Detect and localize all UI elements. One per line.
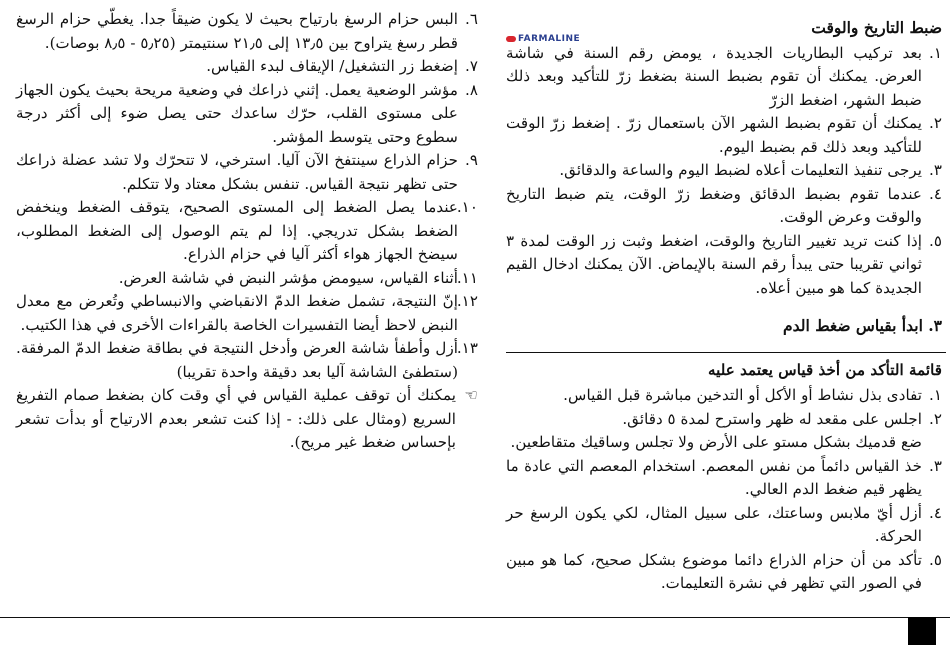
item-text: أزل أيّ ملابس وساعتك، على سبيل المثال، لكي يكون الرسغ حر الحركة. <box>506 503 922 545</box>
item-text: بعد تركيب البطاريات الجديدة ، يومض رقم السنة في شاشة العرض. يمكنك أن تقوم بضبط السنة بضغط زرّ للتأكيد وبعد ذلك ضبط الشهر، اضغط الزرّ <box>506 43 922 109</box>
checklist-list <box>506 384 942 596</box>
section1-list <box>506 42 942 301</box>
list-item <box>506 230 942 301</box>
item-number: ٢. <box>929 409 942 428</box>
item-text: البس حزام الرسغ بارتياح بحيث لا يكون ضيقاً جدا. يغطّي حزام الرسغ قطر رسغ يتراوح بين ١٣٫٥ إلى ٢١٫٥ سنتيمتر (٥٫٢٥ - ٨٫٥ بوصات). <box>16 10 458 52</box>
item-text: يمكنك أن تقوم بضبط الشهر الآن باستعمال زرّ . إضغط زرّ الوقت للتأكيد وبعد ذلك قم بضبط اليوم. <box>506 114 922 156</box>
item-number: ٥. <box>929 231 942 250</box>
item-number: ٣. <box>929 161 942 179</box>
item-text: خذ القياس دائماً من نفس المعصم. استخدام المعصم التي عادة ما يظهر قيم ضغط الدم العالي. <box>506 456 922 498</box>
item-text: عندما يصل الضغط إلى المستوى الصحيح، يتوقف الضغط وينخفض الضغط بشكل تدريجي. إذا لم يتم الوصول إلى الضغط المطلوب، سيضخ الجهاز هواء أكثر آليا في حزام الذراع. <box>16 198 458 263</box>
item-number: ٩. <box>465 151 478 169</box>
note-text: يمكنك أن توقف عملية القياس في أي وقت كان بضغط صمام التفريغ السريع (ومثال على ذلك: - إذا كنت تشعر بعدم الارتياح أو بدأت تشعر بإحساس ضغط غير مريح). <box>16 386 456 451</box>
checklist-title: قائمة التأكد من أخذ قياس يعتمد عليه <box>707 360 942 379</box>
item-text: يرجى تنفيذ التعليمات أعلاه لضبط اليوم والساعة والدقائق. <box>559 161 922 179</box>
item-text: حزام الذراع سينتفخ الآن آليا. استرخي، لا تتحرّك ولا تشد عضلة ذراعك حتى تظهر نتيجة القياس. تنفس بشكل معتاد ولا تتكلم. <box>16 151 458 193</box>
item-number: ٨. <box>465 80 478 99</box>
list-item <box>506 183 942 230</box>
list-item <box>16 290 478 337</box>
list-item <box>16 79 478 150</box>
item-number: ١٠. <box>456 198 478 216</box>
logo-text: FARMALINE <box>518 34 581 44</box>
item-text: عندما تقوم بضبط الدقائق وضغط زرّ الوقت، يتم ضبط التاريخ والوقت وعرض الوقت. <box>506 184 922 226</box>
item-number: ٣. <box>929 456 942 475</box>
list-item <box>16 337 478 384</box>
item-number: ٢. <box>929 114 942 132</box>
item-number: ١٢. <box>456 292 478 310</box>
list-item <box>16 196 478 267</box>
list-item <box>506 502 942 549</box>
item-number: ٧. <box>465 57 478 75</box>
list-item <box>16 267 478 291</box>
pointing-hand-icon: ☜ <box>464 386 478 404</box>
item-text: اجلس على مقعد له ظهر واسترح لمدة ٥ دقائق. <box>622 409 922 428</box>
list-item <box>506 384 942 408</box>
item-number: ٤. <box>929 184 942 203</box>
item-number: ١. <box>929 386 942 404</box>
steps-list <box>16 8 478 384</box>
left-column <box>16 8 478 455</box>
list-item <box>16 55 478 79</box>
item-text: تأكد من أن حزام الذراع دائما موضوع بشكل صحيح، كما هو مبين في الصور التي تظهر في نشرة التعليمات. <box>506 550 922 592</box>
item-text: إذا كنت تريد تغيير التاريخ والوقت، اضغط وثبت زر الوقت لمدة ٣ ثواني تقريبا حتى يبدأ رقم السنة بالإيماض. الآن يمكنك ادخال القيم الجديدة كما هو مبين أعلاه. <box>506 231 922 297</box>
quick-release-note <box>16 384 478 455</box>
section3-title: ٣. ابدأ بقياس ضغط الدم <box>783 316 942 335</box>
item-text: أثناء القياس، سيومض مؤشر النبض في شاشة العرض. <box>118 268 458 287</box>
item-text: إنّ النتيجة، تشمل ضغط الدمّ الانقباضي والانبساطي وتُعرض مع معدل النبض لاحظ أيضا التفسيرات الخاصة بالقراءات الأخرى في هذا الكتيب. <box>16 292 458 334</box>
item-number: ٥. <box>929 550 942 569</box>
list-item <box>506 112 942 159</box>
item-text: إضغط زر التشغيل/ الإيقاف لبدء القياس. <box>206 57 458 75</box>
section1-title: ضبط التاريخ والوقت <box>811 18 942 37</box>
list-item <box>506 159 942 183</box>
section-divider <box>506 352 946 353</box>
list-item <box>506 42 942 113</box>
list-item <box>16 8 478 55</box>
list-item <box>506 455 942 502</box>
item-number: ١١. <box>456 268 478 287</box>
item-extra-text: ضع قدميك بشكل مستو على الأرض ولا تجلس وساقيك متقاطعين. <box>510 433 922 451</box>
item-number: ١. <box>929 43 942 62</box>
item-number: ١٣. <box>456 339 478 357</box>
footer-rule <box>0 617 950 618</box>
right-column <box>506 8 942 596</box>
item-number: ٦. <box>465 10 478 28</box>
page-marker <box>908 617 936 645</box>
item-text: أزل وأطفأ شاشة العرض وأدخل النتيجة في بطاقة ضغط الدمّ المرفقة. (ستطفئ الشاشة آليا بعد دقيقة واحدة تقريبا) <box>16 339 458 381</box>
item-text: تفادى بذل نشاط أو الأكل أو التدخين مباشرة قبل القياس. <box>563 386 922 404</box>
item-number: ٤. <box>929 503 942 522</box>
list-item <box>16 149 478 196</box>
list-item <box>506 408 942 455</box>
list-item <box>506 549 942 596</box>
item-text: مؤشر الوضعية يعمل. إثني ذراعك في وضعية مريحة بحيث يكون الجهاز على مستوى القلب، حرّك ساعدك حتى يصل ضوء إلى أكثر درجة سطوع وحتى يتوسط المؤشر. <box>16 80 458 146</box>
